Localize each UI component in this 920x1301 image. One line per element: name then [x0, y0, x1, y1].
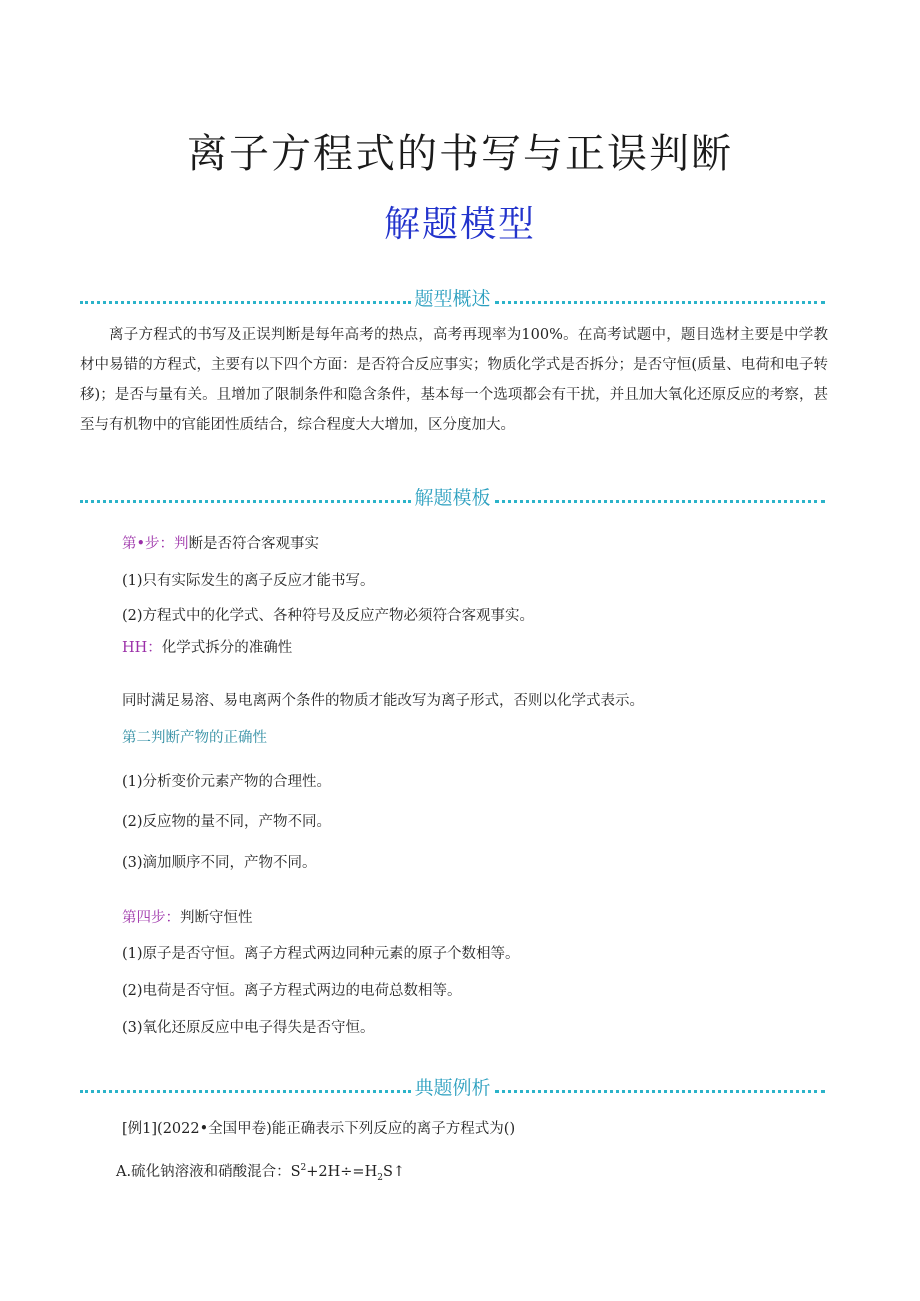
section-label: 典题例析 — [414, 1076, 491, 1099]
page-subtitle: 解题模型 — [383, 204, 536, 245]
superscript: 2 — [300, 1163, 307, 1174]
dotted-rule-right — [495, 500, 826, 503]
option-a-text: A.硫化钠溶液和硝酸混合：S — [116, 1164, 301, 1180]
step2-label: HH： — [122, 640, 162, 656]
dotted-rule-left — [80, 1090, 411, 1093]
step4-item: (3)氧化还原反应中电子得失是否守恒。 — [122, 1020, 375, 1036]
subscript: 2 — [377, 1172, 383, 1183]
step1-text: 断是否符合客观事实 — [188, 536, 320, 552]
section-header-template — [80, 483, 825, 509]
step4-heading — [122, 906, 253, 927]
dotted-rule-left — [80, 500, 411, 503]
step3-item: (1)分析变价元素产物的合理性。 — [122, 774, 332, 790]
step2-text: 化学式拆分的准确性 — [161, 640, 293, 656]
step1-label: 第•步：判 — [122, 536, 189, 552]
example-option-a — [116, 1160, 405, 1183]
option-a-end: S↑ — [382, 1164, 406, 1180]
step1-heading — [122, 532, 319, 553]
section-header-overview — [80, 284, 825, 310]
section-label: 题型概述 — [414, 287, 491, 310]
dotted-rule-right — [495, 1090, 826, 1093]
page-title: 离子方程式的书写与正误判断 — [187, 131, 733, 177]
step4-item: (2)电荷是否守恒。离子方程式两边的电荷总数相等。 — [122, 983, 462, 999]
dotted-rule-right — [495, 301, 826, 304]
step4-label: 第四步： — [122, 910, 180, 926]
step3-item: (3)滴加顺序不同，产物不同。 — [122, 855, 317, 871]
overview-paragraph: 离子方程式的书写及正误判断是每年高考的热点，高考再现率为100%。在高考试题中，题目选材主要是中学教材中易错的方程式，主要有以下四个方面：是否符合反应事实；物质化学式是否拆分；是否守恒(质量、电荷和电子转移)；是否与量有关。且增加了限制条件和隐含条件，基本每一个选项都会有干扰，并且加大氧化还原反应的考察，甚至与有机物中的官能团性质结合，综合程度大大增加，区分度加大。 — [80, 327, 828, 433]
step3-item: (2)反应物的量不同，产物不同。 — [122, 814, 332, 830]
step4-text: 判断守恒性 — [180, 910, 253, 926]
step4-item: (1)原子是否守恒。离子方程式两边同种元素的原子个数相等。 — [122, 946, 520, 962]
section-header-example — [80, 1073, 825, 1099]
step1-item: (2)方程式中的化学式、各种符号及反应产物必须符合客观事实。 — [122, 608, 535, 624]
step2-heading — [122, 636, 292, 657]
dotted-rule-left — [80, 301, 411, 304]
step3-heading: 第二判断产物的正确性 — [122, 730, 267, 746]
step1-item: (1)只有实际发生的离子反应才能书写。 — [122, 573, 375, 589]
step2-text-line: 同时满足易溶、易电离两个条件的物质才能改写为离子形式，否则以化学式表示。 — [122, 693, 644, 709]
option-a-mid: +2H÷=H — [306, 1164, 378, 1180]
section-label: 解题模板 — [414, 486, 491, 509]
example-question: [例1](2022•全国甲卷)能正确表示下列反应的离子方程式为() — [122, 1121, 516, 1137]
